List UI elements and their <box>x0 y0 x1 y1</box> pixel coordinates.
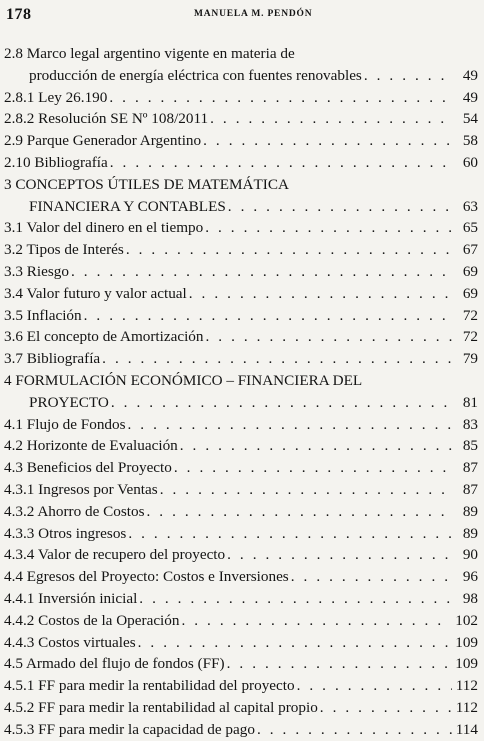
toc-entry <box>4 414 480 436</box>
toc-entry <box>4 697 480 719</box>
toc-entry-page: 49 <box>462 66 478 84</box>
dot-leader <box>227 653 452 675</box>
toc-entry-page: 87 <box>462 459 478 477</box>
toc-entry-title: 4.3 Beneficios del Proyecto <box>4 459 172 477</box>
dot-leader <box>320 697 452 719</box>
dot-leader <box>228 196 452 218</box>
toc-entry-page: 89 <box>462 524 478 542</box>
toc-entry-page: 49 <box>462 88 478 106</box>
toc-entry-page: 60 <box>462 153 478 171</box>
toc-entry-page: 98 <box>462 589 478 607</box>
toc-entry-title: 2.8.2 Resolución SE Nº 108/2011 <box>4 110 209 128</box>
toc-entry-title: 4.5.3 FF para medir la capacidad de pago <box>4 720 255 738</box>
dot-leader <box>128 414 452 436</box>
table-of-contents <box>4 43 480 741</box>
toc-entry-page: 109 <box>455 655 478 673</box>
toc-entry-title: 4 FORMULACIÓN ECONÓMICO – FINANCIERA DEL <box>4 371 363 389</box>
toc-entry-title: 4.4.3 Costos virtuales <box>4 633 136 651</box>
toc-entry-page: 102 <box>455 611 478 629</box>
toc-entry-title: 2.9 Parque Generador Argentino <box>4 132 202 150</box>
dot-leader <box>128 523 452 545</box>
toc-entry <box>4 566 480 588</box>
page-number: 178 <box>6 6 32 23</box>
toc-entry <box>4 108 480 130</box>
toc-entry <box>4 87 480 109</box>
toc-entry-page: 54 <box>462 110 478 128</box>
toc-entry-title: 4.3.2 Ahorro de Costos <box>4 502 145 520</box>
toc-entry <box>4 130 480 152</box>
page-header <box>4 6 474 24</box>
toc-entry-page: 90 <box>462 546 478 564</box>
toc-entry <box>4 217 480 239</box>
dot-leader <box>138 632 452 654</box>
dot-leader <box>139 588 452 610</box>
toc-entry-page: 69 <box>462 262 478 280</box>
toc-entry-page: 65 <box>462 219 478 237</box>
toc-entry-title: 4.3.4 Valor de recupero del proyecto <box>4 546 226 564</box>
toc-entry <box>4 392 480 414</box>
dot-leader <box>189 283 452 305</box>
toc-entry <box>4 370 480 392</box>
dot-leader <box>210 108 452 130</box>
toc-entry-title: PROYECTO <box>29 393 109 411</box>
toc-entry <box>4 43 480 65</box>
toc-entry <box>4 632 480 654</box>
toc-entry-title: 4.5.2 FF para medir la rentabilidad al capital propio <box>4 698 318 716</box>
toc-entry <box>4 305 480 327</box>
toc-entry-page: 72 <box>462 306 478 324</box>
toc-entry-page: 112 <box>455 677 478 695</box>
dot-leader <box>84 305 452 327</box>
dot-leader <box>227 544 452 566</box>
dot-leader <box>257 719 452 741</box>
toc-entry-title: FINANCIERA Y CONTABLES <box>29 197 226 215</box>
toc-entry <box>4 174 480 196</box>
dot-leader <box>102 348 452 370</box>
toc-entry <box>4 501 480 523</box>
toc-entry <box>4 719 480 741</box>
toc-entry-title: 3.1 Valor del dinero en el tiempo <box>4 219 204 237</box>
toc-entry-title: 4.3.1 Ingresos por Ventas <box>4 480 158 498</box>
dot-leader <box>297 675 452 697</box>
toc-entry-page: 79 <box>462 350 478 368</box>
toc-entry-title: 2.10 Bibliografía <box>4 153 108 171</box>
toc-entry-page: 69 <box>462 284 478 302</box>
dot-leader <box>174 457 452 479</box>
dot-leader <box>109 87 452 109</box>
toc-entry-title: 4.4 Egresos del Proyecto: Costos e Inversiones <box>4 568 289 586</box>
toc-entry <box>4 283 480 305</box>
dot-leader <box>71 261 452 283</box>
dot-leader <box>180 435 452 457</box>
toc-entry-page: 67 <box>462 241 478 259</box>
running-head: MANUELA M. PENDÓN <box>194 9 313 19</box>
toc-entry-page: 87 <box>462 480 478 498</box>
toc-entry <box>4 610 480 632</box>
toc-entry-title: 4.3.3 Otros ingresos <box>4 524 127 542</box>
toc-entry-page: 89 <box>462 502 478 520</box>
toc-entry-page: 96 <box>462 568 478 586</box>
dot-leader <box>126 239 452 261</box>
toc-entry-page: 81 <box>462 393 478 411</box>
toc-entry-title: 3 CONCEPTOS ÚTILES DE MATEMÁTICA <box>4 175 289 193</box>
toc-entry <box>4 348 480 370</box>
toc-entry-title: 3.5 Inflación <box>4 306 82 324</box>
toc-entry-title: 2.8 Marco legal argentino vigente en materia de <box>4 45 295 62</box>
toc-entry-title: 3.2 Tipos de Interés <box>4 241 124 259</box>
toc-entry-title: 4.5.1 FF para medir la rentabilidad del proyecto <box>4 677 295 695</box>
toc-entry <box>4 435 480 457</box>
dot-leader <box>205 326 452 348</box>
toc-entry <box>4 675 480 697</box>
toc-entry <box>4 65 480 87</box>
toc-entry-title: 4.4.1 Inversión inicial <box>4 589 138 607</box>
dot-leader <box>364 65 452 87</box>
toc-entry-page: 72 <box>462 328 478 346</box>
toc-entry <box>4 544 480 566</box>
dot-leader <box>205 217 452 239</box>
toc-entry-page: 114 <box>455 720 478 738</box>
toc-entry-title: 3.7 Bibliografía <box>4 350 101 368</box>
toc-entry <box>4 588 480 610</box>
toc-entry-title: 4.4.2 Costos de la Operación <box>4 611 180 629</box>
dot-leader <box>111 392 452 414</box>
dot-leader <box>203 130 452 152</box>
toc-entry-page: 83 <box>462 415 478 433</box>
toc-entry-title: 3.4 Valor futuro y valor actual <box>4 284 187 302</box>
dot-leader <box>110 152 452 174</box>
dot-leader <box>146 501 452 523</box>
toc-entry-page: 85 <box>462 437 478 455</box>
toc-entry <box>4 479 480 501</box>
toc-entry-title: 2.8.1 Ley 26.190 <box>4 88 108 106</box>
toc-entry-title: 4.1 Flujo de Fondos <box>4 415 126 433</box>
toc-entry <box>4 196 480 218</box>
dot-leader <box>160 479 452 501</box>
toc-entry <box>4 239 480 261</box>
toc-entry-page: 112 <box>455 698 478 716</box>
toc-entry-page: 63 <box>462 197 478 215</box>
toc-entry <box>4 152 480 174</box>
toc-entry <box>4 523 480 545</box>
dot-leader <box>181 610 451 632</box>
toc-entry-title: 3.3 Riesgo <box>4 262 69 280</box>
toc-entry-title: producción de energía eléctrica con fuentes renovables <box>29 66 362 84</box>
toc-entry-title: 4.5 Armado del flujo de fondos (FF) <box>4 655 225 673</box>
toc-entry-title: 4.2 Horizonte de Evaluación <box>4 437 178 455</box>
toc-entry-page: 109 <box>455 633 478 651</box>
toc-entry <box>4 261 480 283</box>
toc-entry <box>4 653 480 675</box>
toc-entry <box>4 457 480 479</box>
toc-entry <box>4 326 480 348</box>
toc-entry-page: 58 <box>462 132 478 150</box>
toc-entry-title: 3.6 El concepto de Amortización <box>4 328 204 346</box>
dot-leader <box>291 566 452 588</box>
